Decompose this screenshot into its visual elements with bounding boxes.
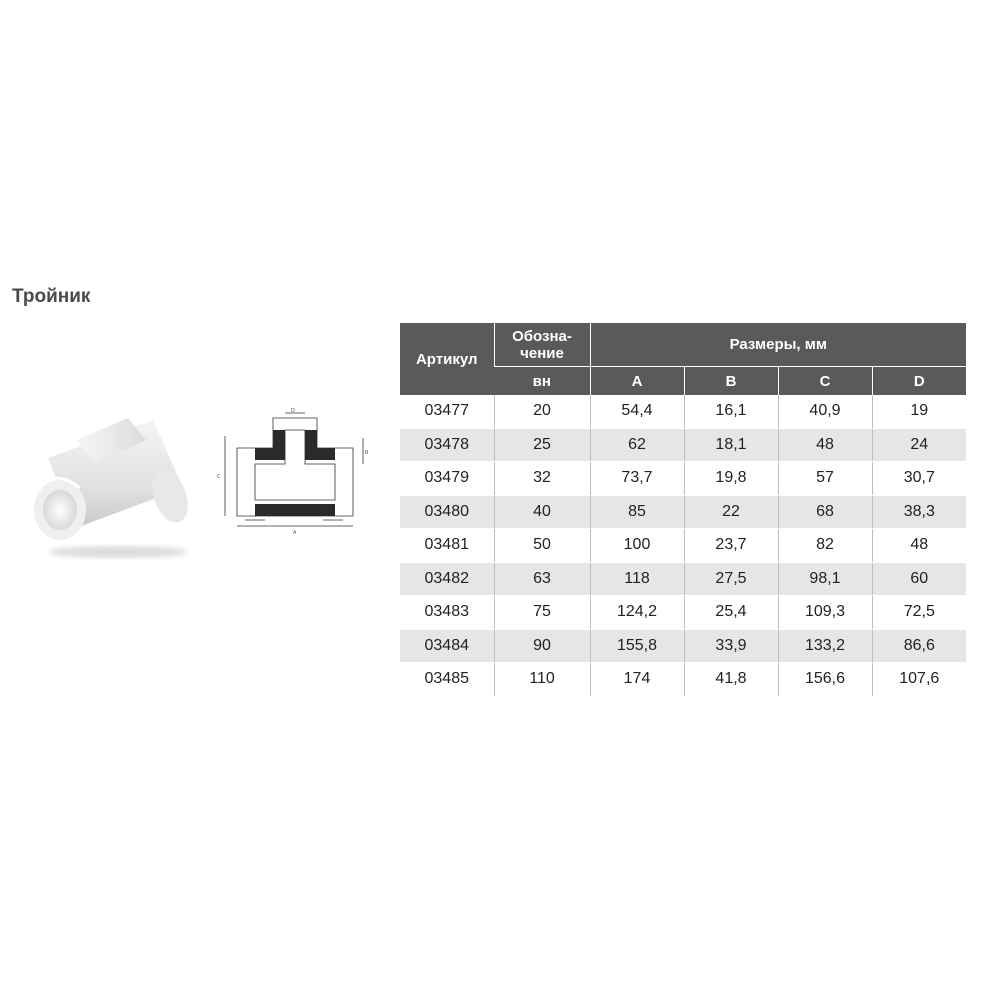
table-cell: 54,4	[590, 395, 684, 428]
header-col-b: B	[684, 367, 778, 396]
table-cell: 22	[684, 495, 778, 529]
table-cell: 25,4	[684, 596, 778, 630]
table-cell: 03484	[400, 629, 494, 663]
svg-text:C: C	[217, 474, 221, 480]
table-cell: 03483	[400, 596, 494, 630]
table-cell: 62	[590, 428, 684, 462]
table-row	[400, 395, 966, 428]
table-cell: 40,9	[778, 395, 872, 428]
table-cell: 155,8	[590, 629, 684, 663]
table-cell: 82	[778, 529, 872, 563]
table-cell: 32	[494, 462, 590, 496]
header-col-a: A	[590, 367, 684, 396]
header-designation-line2: чение	[520, 344, 564, 362]
table-row	[400, 663, 966, 697]
table-row	[400, 596, 966, 630]
header-col-c: C	[778, 367, 872, 396]
table-row	[400, 462, 966, 496]
table-cell: 03478	[400, 428, 494, 462]
header-designation	[494, 323, 590, 367]
table-cell: 24	[872, 428, 966, 462]
table-cell: 30,7	[872, 462, 966, 496]
header-article: Артикул	[400, 323, 494, 395]
table-cell: 86,6	[872, 629, 966, 663]
tee-technical-drawing	[215, 408, 375, 538]
table-cell: 19,8	[684, 462, 778, 496]
header-designation-line1: Обозна-	[512, 327, 572, 345]
table-cell: 68	[778, 495, 872, 529]
tee-fitting-image	[28, 400, 198, 560]
table-cell: 110	[494, 663, 590, 697]
table-cell: 23,7	[684, 529, 778, 563]
table-cell: 60	[872, 562, 966, 596]
svg-text:D: D	[291, 408, 295, 414]
table-cell: 03485	[400, 663, 494, 697]
table-cell: 156,6	[778, 663, 872, 697]
table-row	[400, 428, 966, 462]
table-cell: 48	[872, 529, 966, 563]
table-cell: 90	[494, 629, 590, 663]
table-cell: 16,1	[684, 395, 778, 428]
table-cell: 48	[778, 428, 872, 462]
table-cell: 57	[778, 462, 872, 496]
table-cell: 63	[494, 562, 590, 596]
dimensions-table	[400, 323, 966, 697]
header-col-d: D	[872, 367, 966, 396]
table-cell: 85	[590, 495, 684, 529]
table-cell: 38,3	[872, 495, 966, 529]
table-cell: 174	[590, 663, 684, 697]
table-cell: 41,8	[684, 663, 778, 697]
table-cell: 72,5	[872, 596, 966, 630]
table-row	[400, 562, 966, 596]
table-cell: 03481	[400, 529, 494, 563]
table-cell: 03477	[400, 395, 494, 428]
table-cell: 124,2	[590, 596, 684, 630]
table-cell: 03482	[400, 562, 494, 596]
table-cell: 50	[494, 529, 590, 563]
table-cell: 98,1	[778, 562, 872, 596]
table-cell: 20	[494, 395, 590, 428]
table-cell: 40	[494, 495, 590, 529]
table-cell: 133,2	[778, 629, 872, 663]
table-row	[400, 629, 966, 663]
table-cell: 18,1	[684, 428, 778, 462]
table-cell: 03479	[400, 462, 494, 496]
svg-text:A: A	[293, 530, 297, 536]
table-cell: 75	[494, 596, 590, 630]
page-title: Тройник	[12, 286, 91, 307]
table-cell: 118	[590, 562, 684, 596]
table-cell: 19	[872, 395, 966, 428]
table-cell: 27,5	[684, 562, 778, 596]
table-cell: 03480	[400, 495, 494, 529]
table-cell: 109,3	[778, 596, 872, 630]
table-cell: 25	[494, 428, 590, 462]
table-cell: 33,9	[684, 629, 778, 663]
table-row	[400, 495, 966, 529]
table-row	[400, 529, 966, 563]
table-cell: 107,6	[872, 663, 966, 697]
svg-text:B: B	[365, 450, 369, 456]
table-cell: 73,7	[590, 462, 684, 496]
header-dn: вн	[494, 367, 590, 396]
table-cell: 100	[590, 529, 684, 563]
header-dimensions: Размеры, мм	[590, 323, 966, 367]
